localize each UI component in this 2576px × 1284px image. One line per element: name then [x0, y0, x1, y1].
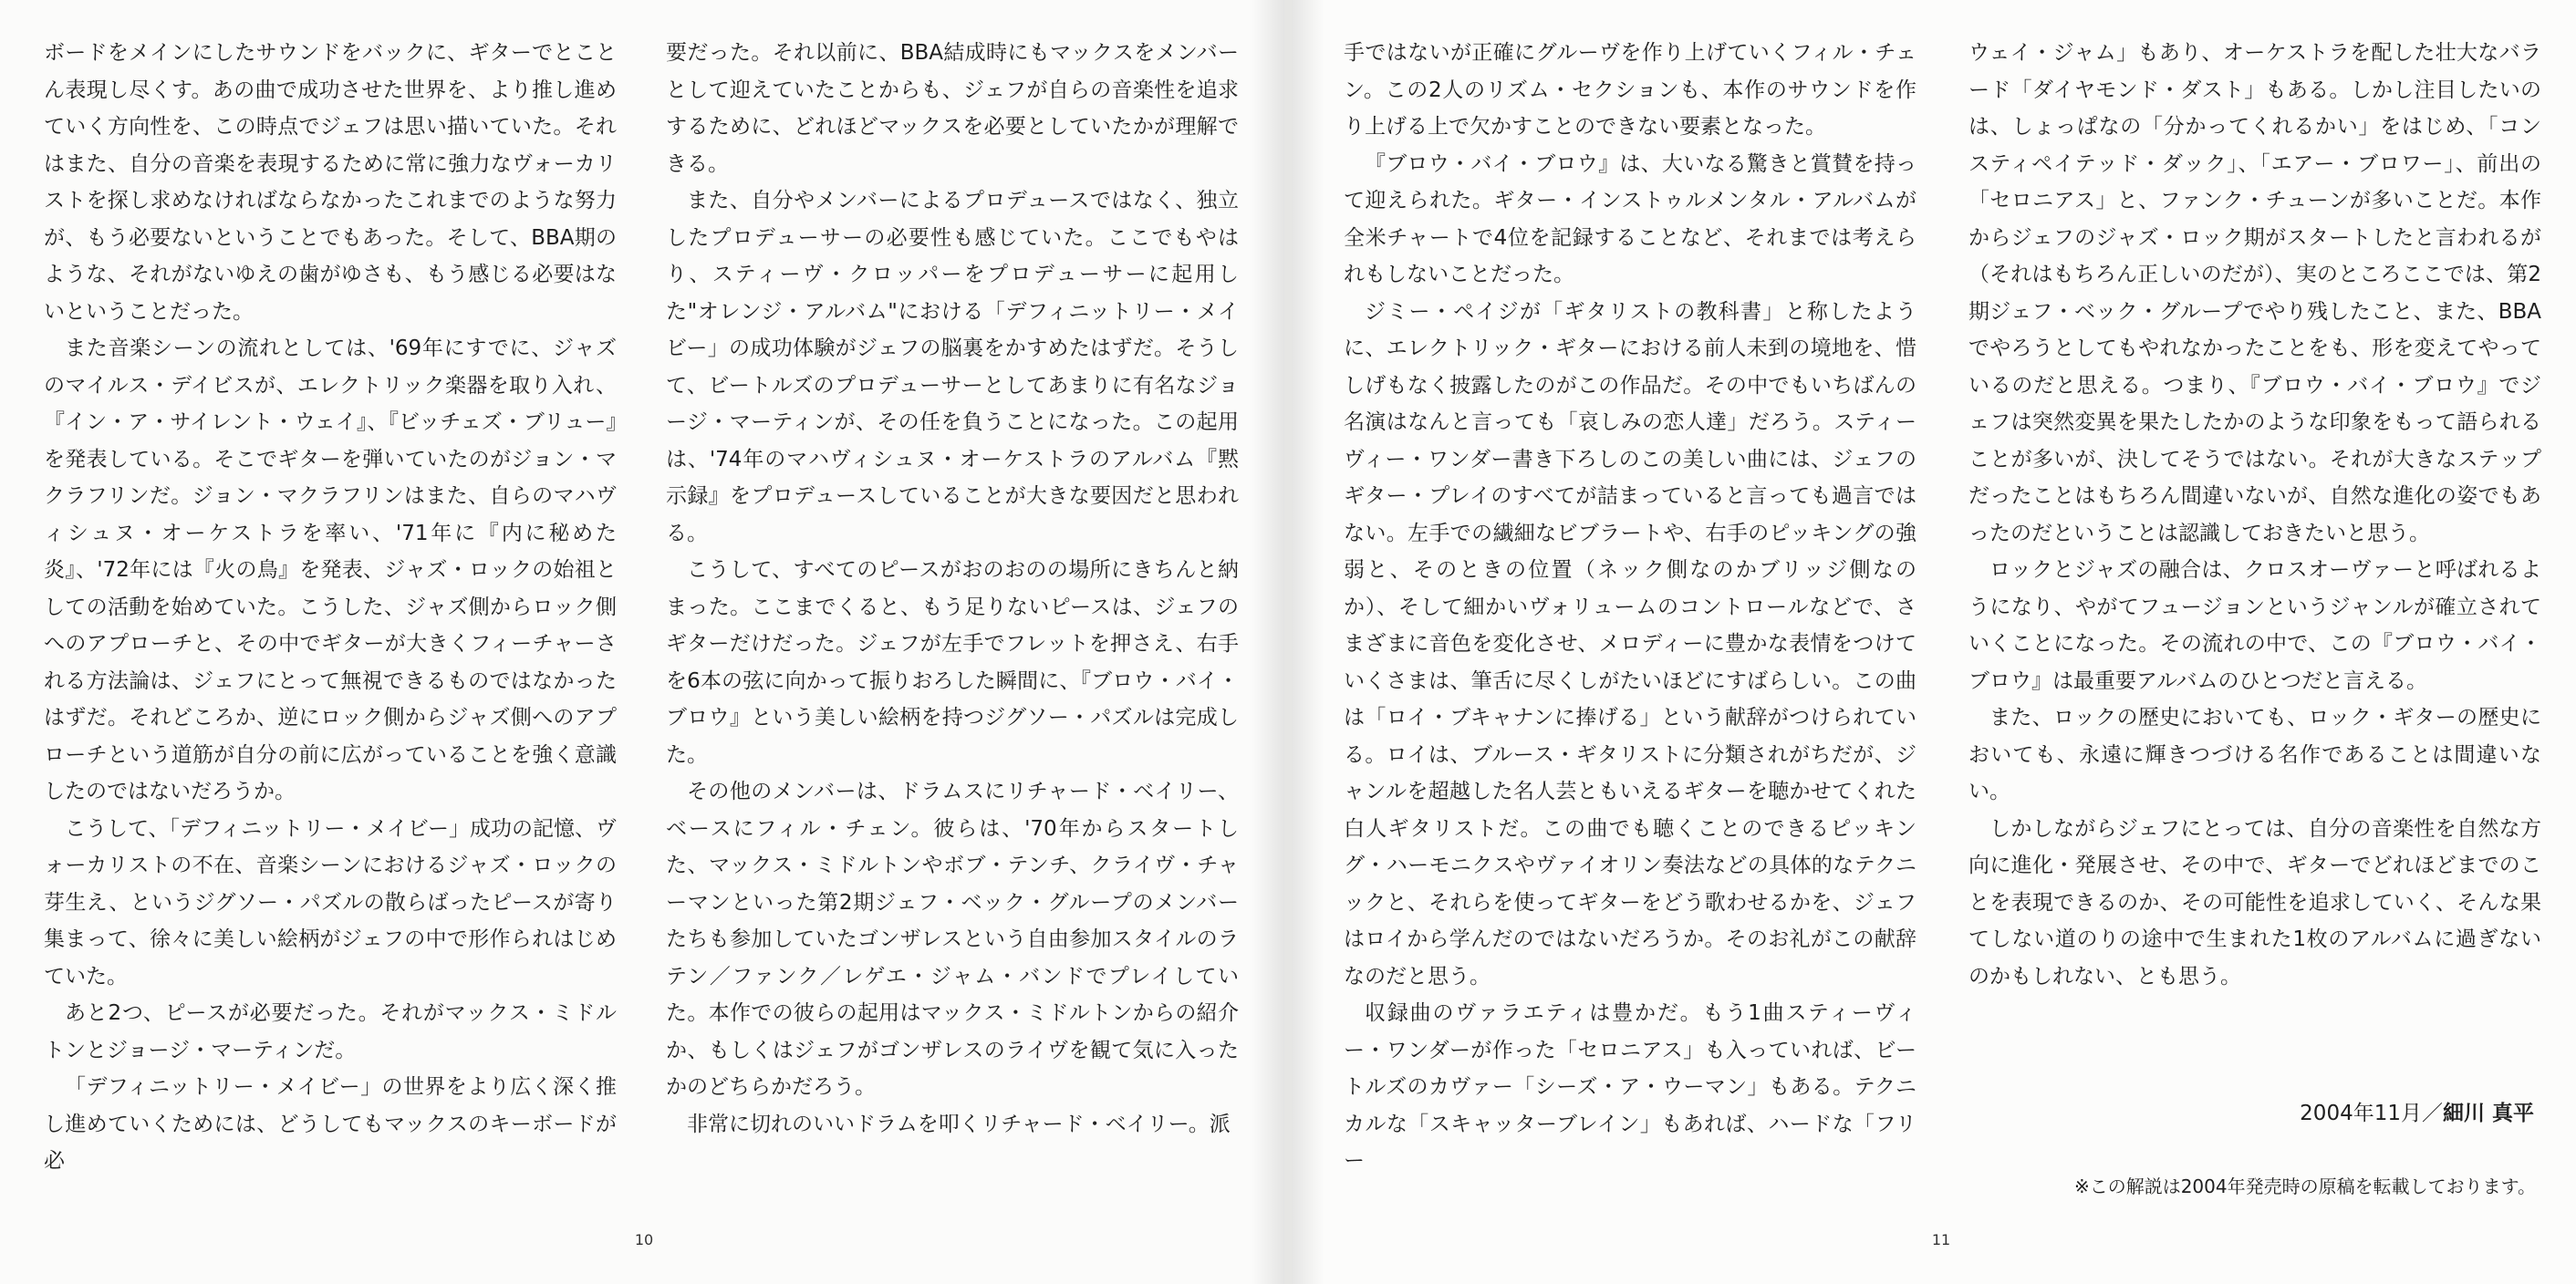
- paragraph: こうして、「デフィニットリー・メイビー」成功の記憶、ヴォーカリストの不在、音楽シーンにおけるジャズ・ロックの芽生え、というジグソー・パズルの散らばったピースが寄り集まって、徐々に美しい絵柄がジェフの中で形作られはじめていた。: [44, 816, 617, 989]
- paragraph: ロックとジャズの融合は、クロスオーヴァーと呼ばれるようになり、やがてフュージョンというジャンルが確立されていくことになった。その流れの中で、この『ブロウ・バイ・ブロウ』は最重要アルバムのひとつだと言える。: [1968, 558, 2541, 693]
- paragraph: 収録曲のヴァラエティは豊かだ。もう1曲スティーヴィー・ワンダーが作った「セロニアス」も入っていれば、ビートルズのカヴァー「シーズ・ア・ウーマン」もある。テクニカルな「スキャッターブレイン」もあれば、ハードな「フリー: [1344, 1001, 1916, 1173]
- paragraph: ウェイ・ジャム」もあり、オーケストラを配した壮大なバラード「ダイヤモンド・ダスト」もある。しかし注目したいのは、しょっぱなの「分かってくれるかい」をはじめ、「コンスティペイテッド・ダック」、「エアー・ブロワー」、前出の「セロニアス」と、ファンク・チューンが多いことだ。本作からジェフのジャズ・ロック期がスタートしたと言われるが（それはもちろん正しいのだが）、実のところここでは、第2期ジェフ・ベック・グループでやり残したこと、また、BBAでやろうとしてもやれなかったことをも、形を変えてやっているのだと思える。つまり、『ブロウ・バイ・ブロウ』でジェフは突然変異を果たしたかのような印象をもって語られることが多いが、決してそうではない。それが大きなステップだったことはもちろん間違いないが、自然な進化の姿でもあったのだということは認識しておきたいと思う。: [1968, 41, 2541, 545]
- paragraph: ボードをメインにしたサウンドをバックに、ギターでとことん表現し尽くす。あの曲で成功させた世界を、より推し進めていく方向性を、この時点でジェフは思い描いていた。それはまた、自分の音楽を表現するために常に強力なヴォーカリストを探し求めなければならなかったこれまでのような努力が、もう必要ないということでもあった。そして、BBA期のような、それがないゆえの歯がゆさも、もう感じる必要はないということだった。: [44, 41, 617, 324]
- right-page-column-2: [1968, 35, 2541, 1220]
- reprint-footnote: ※この解説は2004年発売時の原稿を転載しております。: [2073, 1175, 2536, 1197]
- right-gutter-shadow: [1288, 0, 1324, 1284]
- paragraph: こうして、すべてのピースがおのおのの場所にきちんと納まった。ここまでくると、もう足りないピースは、ジェフのギターだけだった。ジェフが左手でフレットを押さえ、右手を6本の弦に向かって振りおろした瞬間に、『ブロウ・バイ・ブロウ』という美しい絵柄を持つジグソー・パズルは完成した。: [666, 558, 1239, 767]
- paragraph: また音楽シーンの流れとしては、'69年にすでに、ジャズのマイルス・デイビスが、エレクトリック楽器を取り入れ、『イン・ア・サイレント・ウェイ』、『ビッチェズ・ブリュー』を発表している。そこでギターを弾いていたのがジョン・マクラフリンだ。ジョン・マクラフリンはまた、自らのマハヴィシュヌ・オーケストラを率い、'71年に『内に秘めた炎』、'72年には『火の鳥』を発表、ジャズ・ロックの始祖としての活動を始めていた。こうした、ジャズ側からロック側へのアプローチと、その中でギターが大きくフィーチャーされる方法論は、ジェフにとって無視できるものではなかったはずだ。それどころか、逆にロック側からジャズ側へのアプローチという道筋が自分の前に広がっていることを強く意識したのではないだろうか。: [44, 337, 617, 803]
- page-number-left: 10: [634, 1231, 654, 1248]
- paragraph: その他のメンバーは、ドラムスにリチャード・ベイリー、ベースにフィル・チェン。彼らは、'70年からスタートした、マックス・ミドルトンやボブ・テンチ、クライヴ・チャーマンといった第2期ジェフ・ベック・グループのメンバーたちも参加していたゴンザレスという自由参加スタイルのラテン／ファンク／レゲエ・ジャム・バンドでプレイしていた。本作での彼らの起用はマックス・ミドルトンからの紹介か、もしくはジェフがゴンザレスのライヴを観て気に入ったかのどちらかだろう。: [666, 780, 1239, 1099]
- left-page-column-2: [666, 35, 1239, 1220]
- paragraph: また、自分やメンバーによるプロデュースではなく、独立したプロデューサーの必要性も感じていた。ここでもやはり、スティーヴ・クロッパーをプロデューサーに起用した"オレンジ・アルバム"における「デフィニットリー・メイビー」の成功体験がジェフの脳裏をかすめたはずだ。そうして、ビートルズのプロデューサーとしてあまりに有名なジョージ・マーティンが、その任を負うことになった。この起用は、'74年のマハヴィシュヌ・オーケストラのアルバム『黙示録』をプロデュースしていることが大きな要因だと思われる。: [666, 189, 1239, 545]
- left-page-column-1: [44, 35, 617, 1220]
- paragraph: 非常に切れのいいドラムを叩くリチャード・ベイリー。派: [687, 1112, 1231, 1136]
- paragraph: しかしながらジェフにとっては、自分の音楽性を自然な方向に進化・発展させ、その中で、ギターでどれほどまでのことを表現できるのか、その可能性を追求していく、そんな果てしない道のりの途中で生まれた1枚のアルバムに過ぎないのかもしれない、とも思う。: [1968, 816, 2541, 989]
- paragraph: 手ではないが正確にグルーヴを作り上げていくフィル・チェン。この2人のリズム・セクションも、本作のサウンドを作り上げる上で欠かすことのできない要素となった。: [1344, 41, 1916, 139]
- paragraph: ジミー・ペイジが「ギタリストの教科書」と称したように、エレクトリック・ギターにおける前人未到の境地を、惜しげもなく披露したのがこの作品だ。その中でもいちばんの名演はなんと言っても「哀しみの恋人達」だろう。スティーヴィー・ワンダー書き下ろしのこの美しい曲には、ジェフのギター・プレイのすべてが詰まっていると言っても過言ではない。左手での繊細なビブラートや、右手のピッキングの強弱と、そのときの位置（ネック側なのかブリッジ側なのか）、そして細かいヴォリュームのコントロールなどで、さまざまに音色を変化させ、メロディーに豊かな表情をつけていくさまは、筆舌に尽くしがたいほどにすばらしい。この曲は「ロイ・ブキャナンに捧げる」という献辞がつけられている。ロイは、ブルース・ギタリストに分類されがちだが、ジャンルを超越した名人芸ともいえるギターを聴かせてくれた白人ギタリストだ。この曲でも聴くことのできるピッキング・ハーモニクスやヴァイオリン奏法などの具体的なテクニックと、それらを使ってギターをどう歌わせるかを、ジェフはロイから学んだのではないだろうか。そのお礼がこの献辞なのだと思う。: [1344, 299, 1916, 989]
- paragraph: 『ブロウ・バイ・ブロウ』は、大いなる驚きと賞賛を持って迎えられた。ギター・インストゥルメンタル・アルバムが全米チャートで4位を記録することなど、それまでは考えられもしないことだった。: [1344, 151, 1916, 286]
- paragraph: あと2つ、ピースが必要だった。それがマックス・ミドルトンとジョージ・マーティンだ。: [44, 1001, 617, 1062]
- page-number-right: 11: [1931, 1231, 1951, 1248]
- paragraph: また、ロックの歴史においても、ロック・ギターの歴史においても、永遠に輝きつづける名作であることは間違いない。: [1968, 706, 2541, 803]
- paragraph: 「デフィニットリー・メイビー」の世界をより広く深く推し進めていくためには、どうしてもマックスのキーボードが必: [44, 1075, 617, 1173]
- paragraph: 要だった。それ以前に、BBA結成時にもマックスをメンバーとして迎えていたことからも、ジェフが自らの音楽性を追求するために、どれほどマックスを必要としていたかが理解できる。: [666, 41, 1239, 176]
- book-spine: [1284, 0, 1292, 1284]
- right-page-column-1: [1344, 35, 1916, 1220]
- signature-date: 2004年11月／: [2300, 1102, 2443, 1125]
- left-gutter-shadow: [1252, 0, 1288, 1284]
- author-name: 細川 真平: [2442, 1102, 2534, 1125]
- author-signature: [1968, 1095, 2534, 1132]
